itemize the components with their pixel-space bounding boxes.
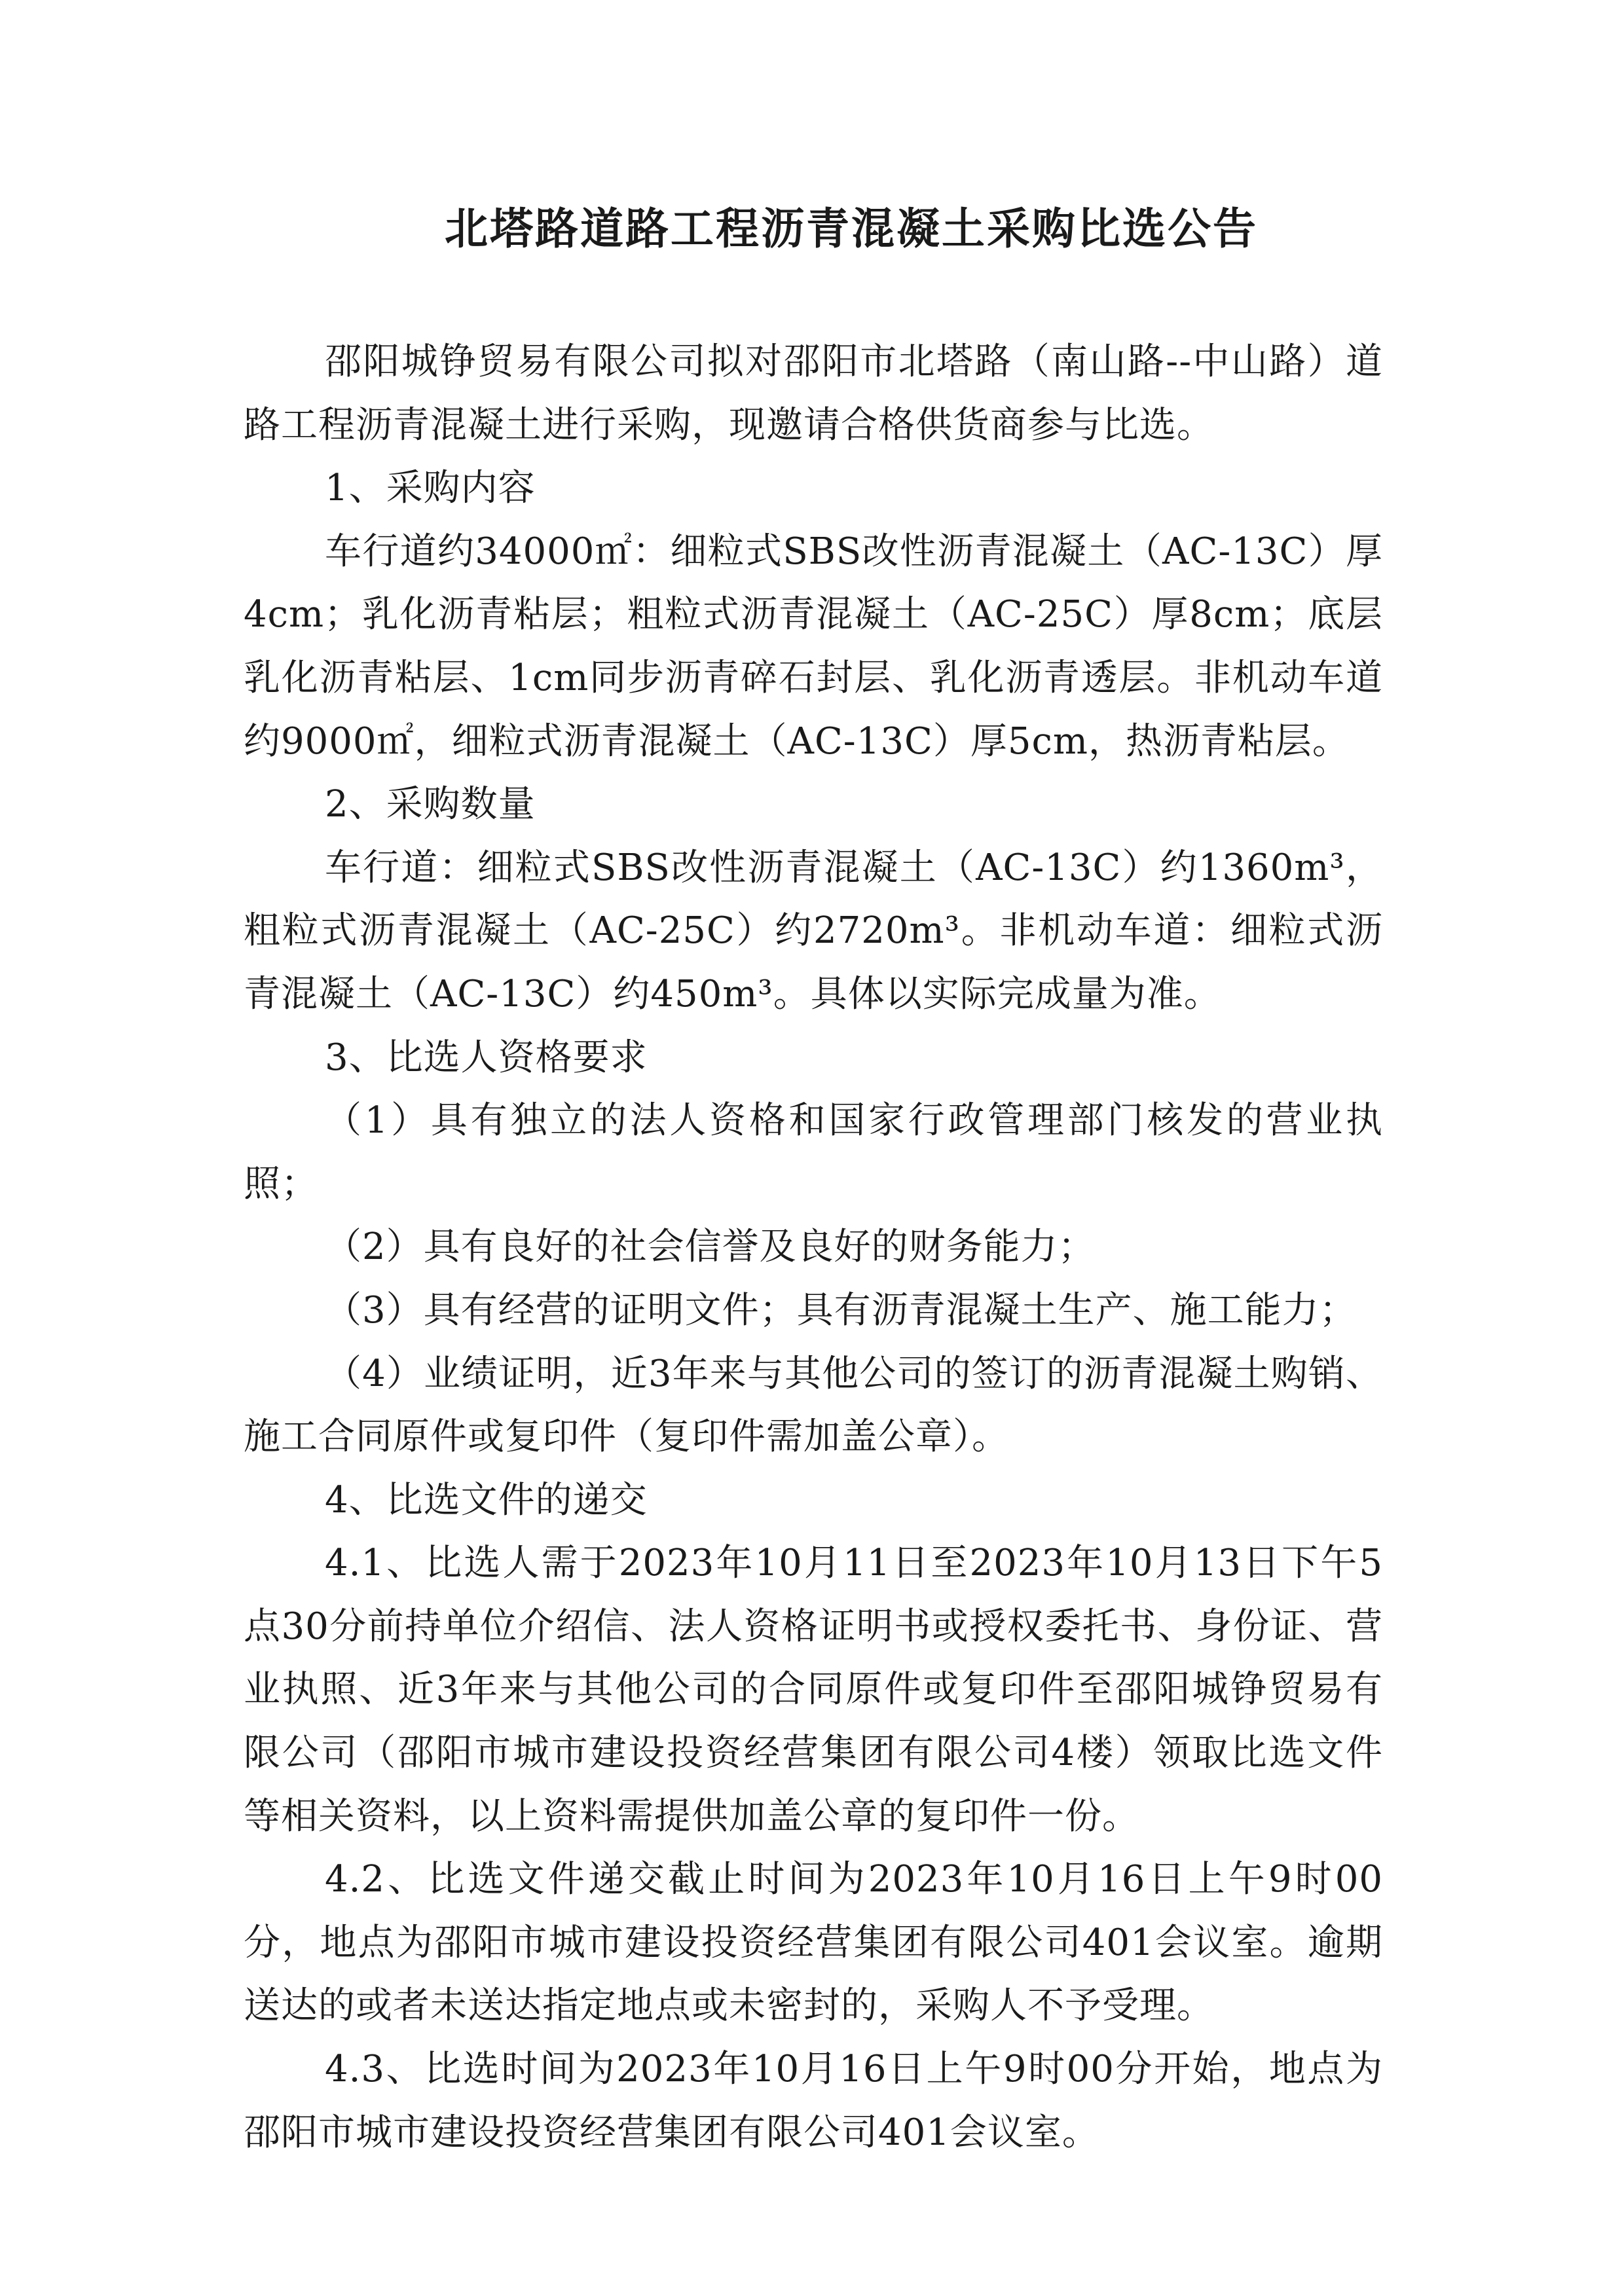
procurement-content-paragraph: 车行道约34000㎡：细粒式SBS改性沥青混凝土（AC-13C）厚4cm；乳化沥青粘层；粗粒式沥青混凝土（AC-25C）厚8cm；底层乳化沥青粘层、1cm同步沥青碎石封层、乳化沥青透层。非机动车道约9000㎡，细粒式沥青混凝土（AC-13C）厚5cm，热沥青粘层。 (244, 530, 1383, 763)
section-heading-qualifications: 3、比选人资格要求 (325, 1036, 648, 1079)
section-heading-submission: 4、比选文件的递交 (325, 1478, 648, 1522)
section-heading-procurement-content: 1、采购内容 (325, 467, 536, 510)
document-body (244, 331, 1383, 2164)
intro-paragraph: 邵阳城铮贸易有限公司拟对邵阳市北塔路（南山路--中山路）道路工程沥青混凝土进行采购，现邀请合格供货商参与比选。 (244, 340, 1383, 446)
procurement-quantity-paragraph: 车行道：细粒式SBS改性沥青混凝土（AC-13C）约1360m³，粗粒式沥青混凝土（AC-25C）约2720m³。非机动车道：细粒式沥青混凝土（AC-13C）约450m³。具体以实际完成量为准。 (244, 846, 1383, 1015)
submission-clause-4-3: 4.3、比选时间为2023年10月16日上午9时00分开始，地点为邵阳市城市建设投资经营集团有限公司401会议室。 (244, 2048, 1383, 2154)
qualification-item-3: （3）具有经营的证明文件；具有沥青混凝土生产、施工能力； (325, 1288, 1357, 1332)
qualification-item-2: （2）具有良好的社会信誉及良好的财务能力； (325, 1226, 1096, 1269)
qualification-item-1: （1）具有独立的法人资格和国家行政管理部门核发的营业执照； (244, 1099, 1383, 1205)
submission-clause-4-1: 4.1、比选人需于2023年10月11日至2023年10月13日下午5点30分前持单位介绍信、法人资格证明书或授权委托书、身份证、营业执照、近3年来与其他公司的合同原件或复印件至邵阳城铮贸易有限公司（邵阳市城市建设投资经营集团有限公司4楼）领取比选文件等相关资料，以上资料需提供加盖公章的复印件一份。 (244, 1542, 1383, 1838)
document-title: 北塔路道路工程沥青混凝土采购比选公告 (445, 204, 1258, 254)
section-heading-procurement-quantity: 2、采购数量 (325, 783, 536, 826)
qualification-item-4: （4）业绩证明，近3年来与其他公司的签订的沥青混凝土购销、施工合同原件或复印件（复印件需加盖公章）。 (244, 1352, 1383, 1459)
submission-clause-4-2: 4.2、比选文件递交截止时间为2023年10月16日上午9时00分，地点为邵阳市城市建设投资经营集团有限公司401会议室。逾期送达的或者未送达指定地点或未密封的，采购人不予受理。 (244, 1858, 1383, 2028)
